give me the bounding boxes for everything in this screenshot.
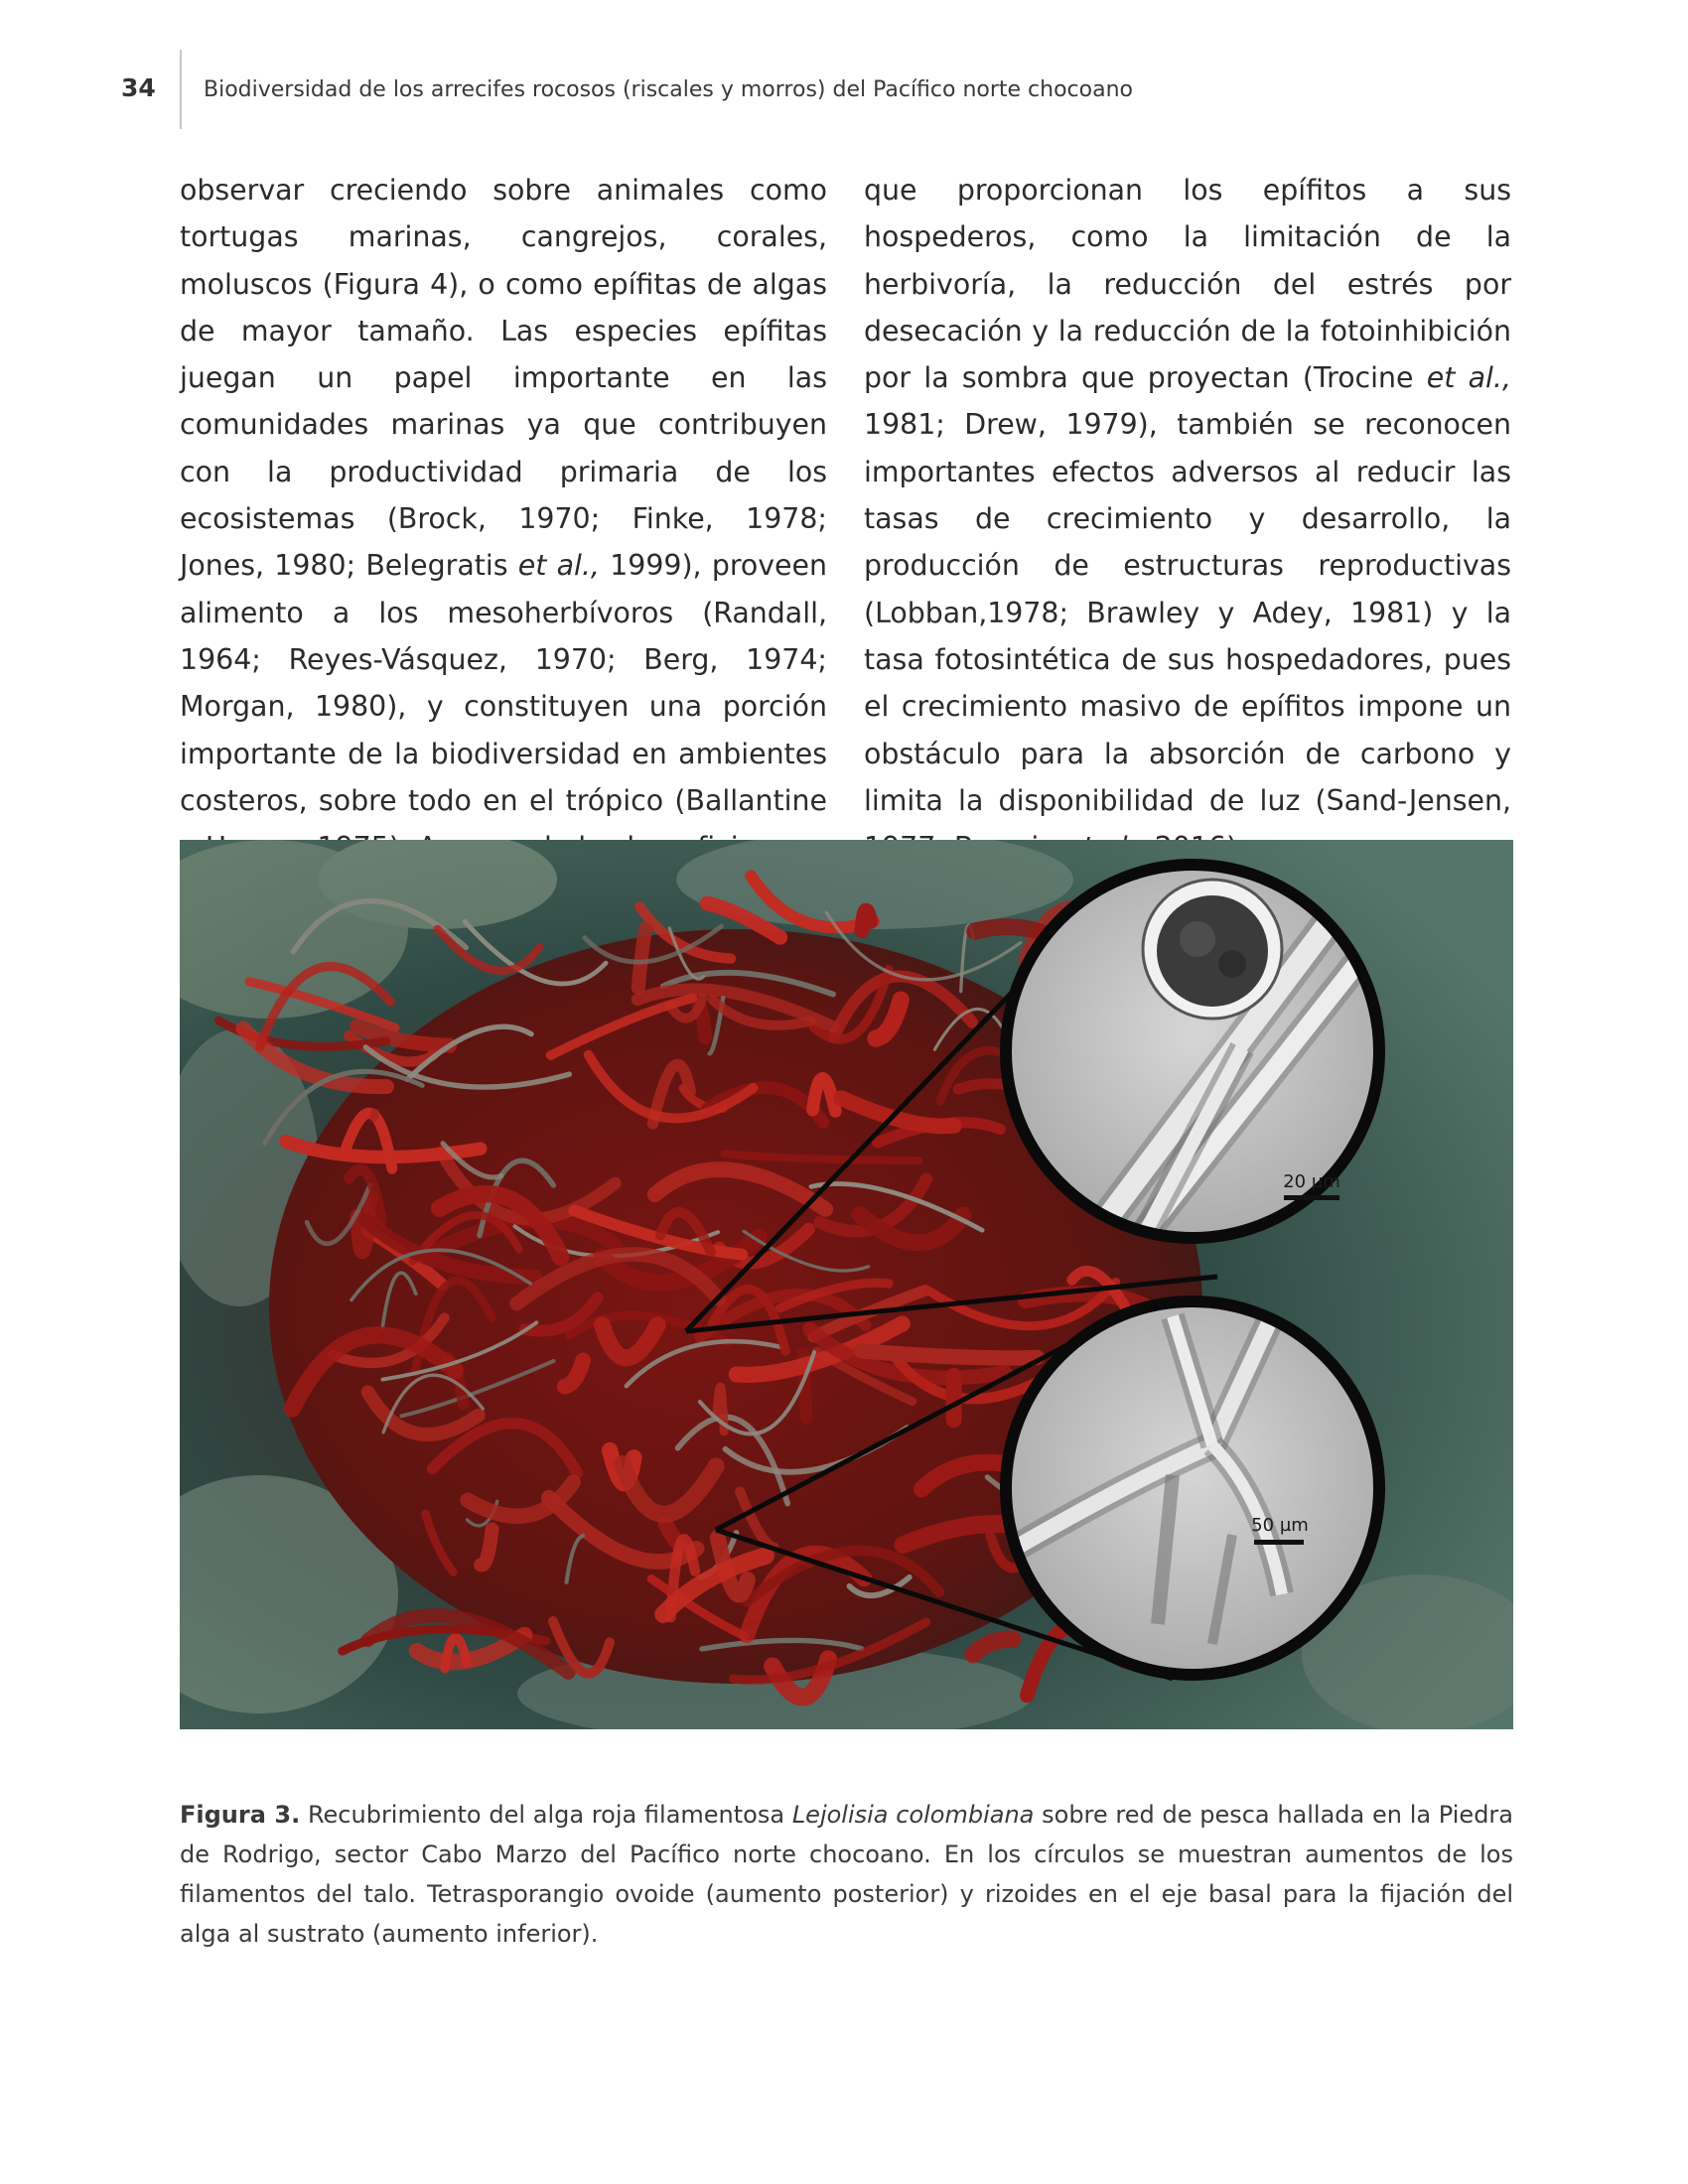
paragraph-text: 1999), proveen alimento a los mesoherbívoros (Randall, 1964; Reyes-Vásquez, 1970; Berg, 1974; Morgan, 1980), y constituyen una porción importante de la biodiversidad en ambientes costeros, sobre todo en el trópico (Ballantine	[180, 549, 827, 817]
paragraph-text: 1981; Drew, 1979), también se reconocen importantes efectos adversos al reducir las tasas de crecimiento y desarrollo, la producción de estructuras reproductivas (Lobban,1978; Brawley y Adey, 1981) y la tasa fotosintética de sus hospedadores, pues el crecimiento masivo de epífitos impone un obstáculo para la absorción de carbono y limita la disponibilidad de luz (Sand-Jensen,	[864, 408, 1511, 817]
header-divider	[180, 50, 182, 129]
italic-citation: et al.,	[517, 549, 600, 583]
figure-photo	[180, 840, 1513, 1729]
caption-text: sobre red de pesca hallada en la Piedra de Rodrigo, sector Cabo Marzo del Pacífico norte chocoano. En los círculos se muestran aumentos de los filamentos del talo. Tetrasporangio ovoide (aumento posterior) y rizoides en el eje basal para la fijación del alga al sustrato (aumento inferior).	[180, 1801, 1513, 1948]
caption-text: Recubrimiento del alga roja filamentosa	[300, 1801, 792, 1829]
figure-illustration	[180, 840, 1513, 1729]
paragraph-text: que proporcionan los epífitos a sus hospederos, como la limitación de la herbivoría, la reducción del estrés por desecación y la reducción de la fotoinhibición por la sombra que proyectan (Trocine	[864, 174, 1511, 395]
micrograph-bottom	[1004, 1301, 1379, 1675]
paragraph-text: observar creciendo sobre animales como tortugas marinas, cangrejos, corales, moluscos (Figura 4), o como epífitas de algas de mayor tamaño. Las especies epífitas juegan un papel importante en las comunidades marinas ya que contribuyen con la productividad primaria de los ecosistemas (Brock, 1970; Finke, 1978; Jones, 1980; Belegratis	[180, 174, 827, 583]
figure-caption	[180, 1795, 1513, 1954]
italic-citation: et al.,	[1426, 361, 1511, 395]
caption-label: Figura 3.	[180, 1801, 301, 1829]
scale-label-bottom: 50 µm	[1251, 1515, 1309, 1536]
scale-label-top: 20 µm	[1283, 1171, 1340, 1192]
running-header: Biodiversidad de los arrecifes rocosos (riscales y morros) del Pacífico norte chocoano	[204, 77, 1133, 102]
body-column-left	[180, 167, 827, 871]
body-column-right	[864, 167, 1511, 871]
caption-species-name: Lejolisia colombiana	[791, 1801, 1035, 1829]
page-number: 34	[121, 73, 156, 102]
